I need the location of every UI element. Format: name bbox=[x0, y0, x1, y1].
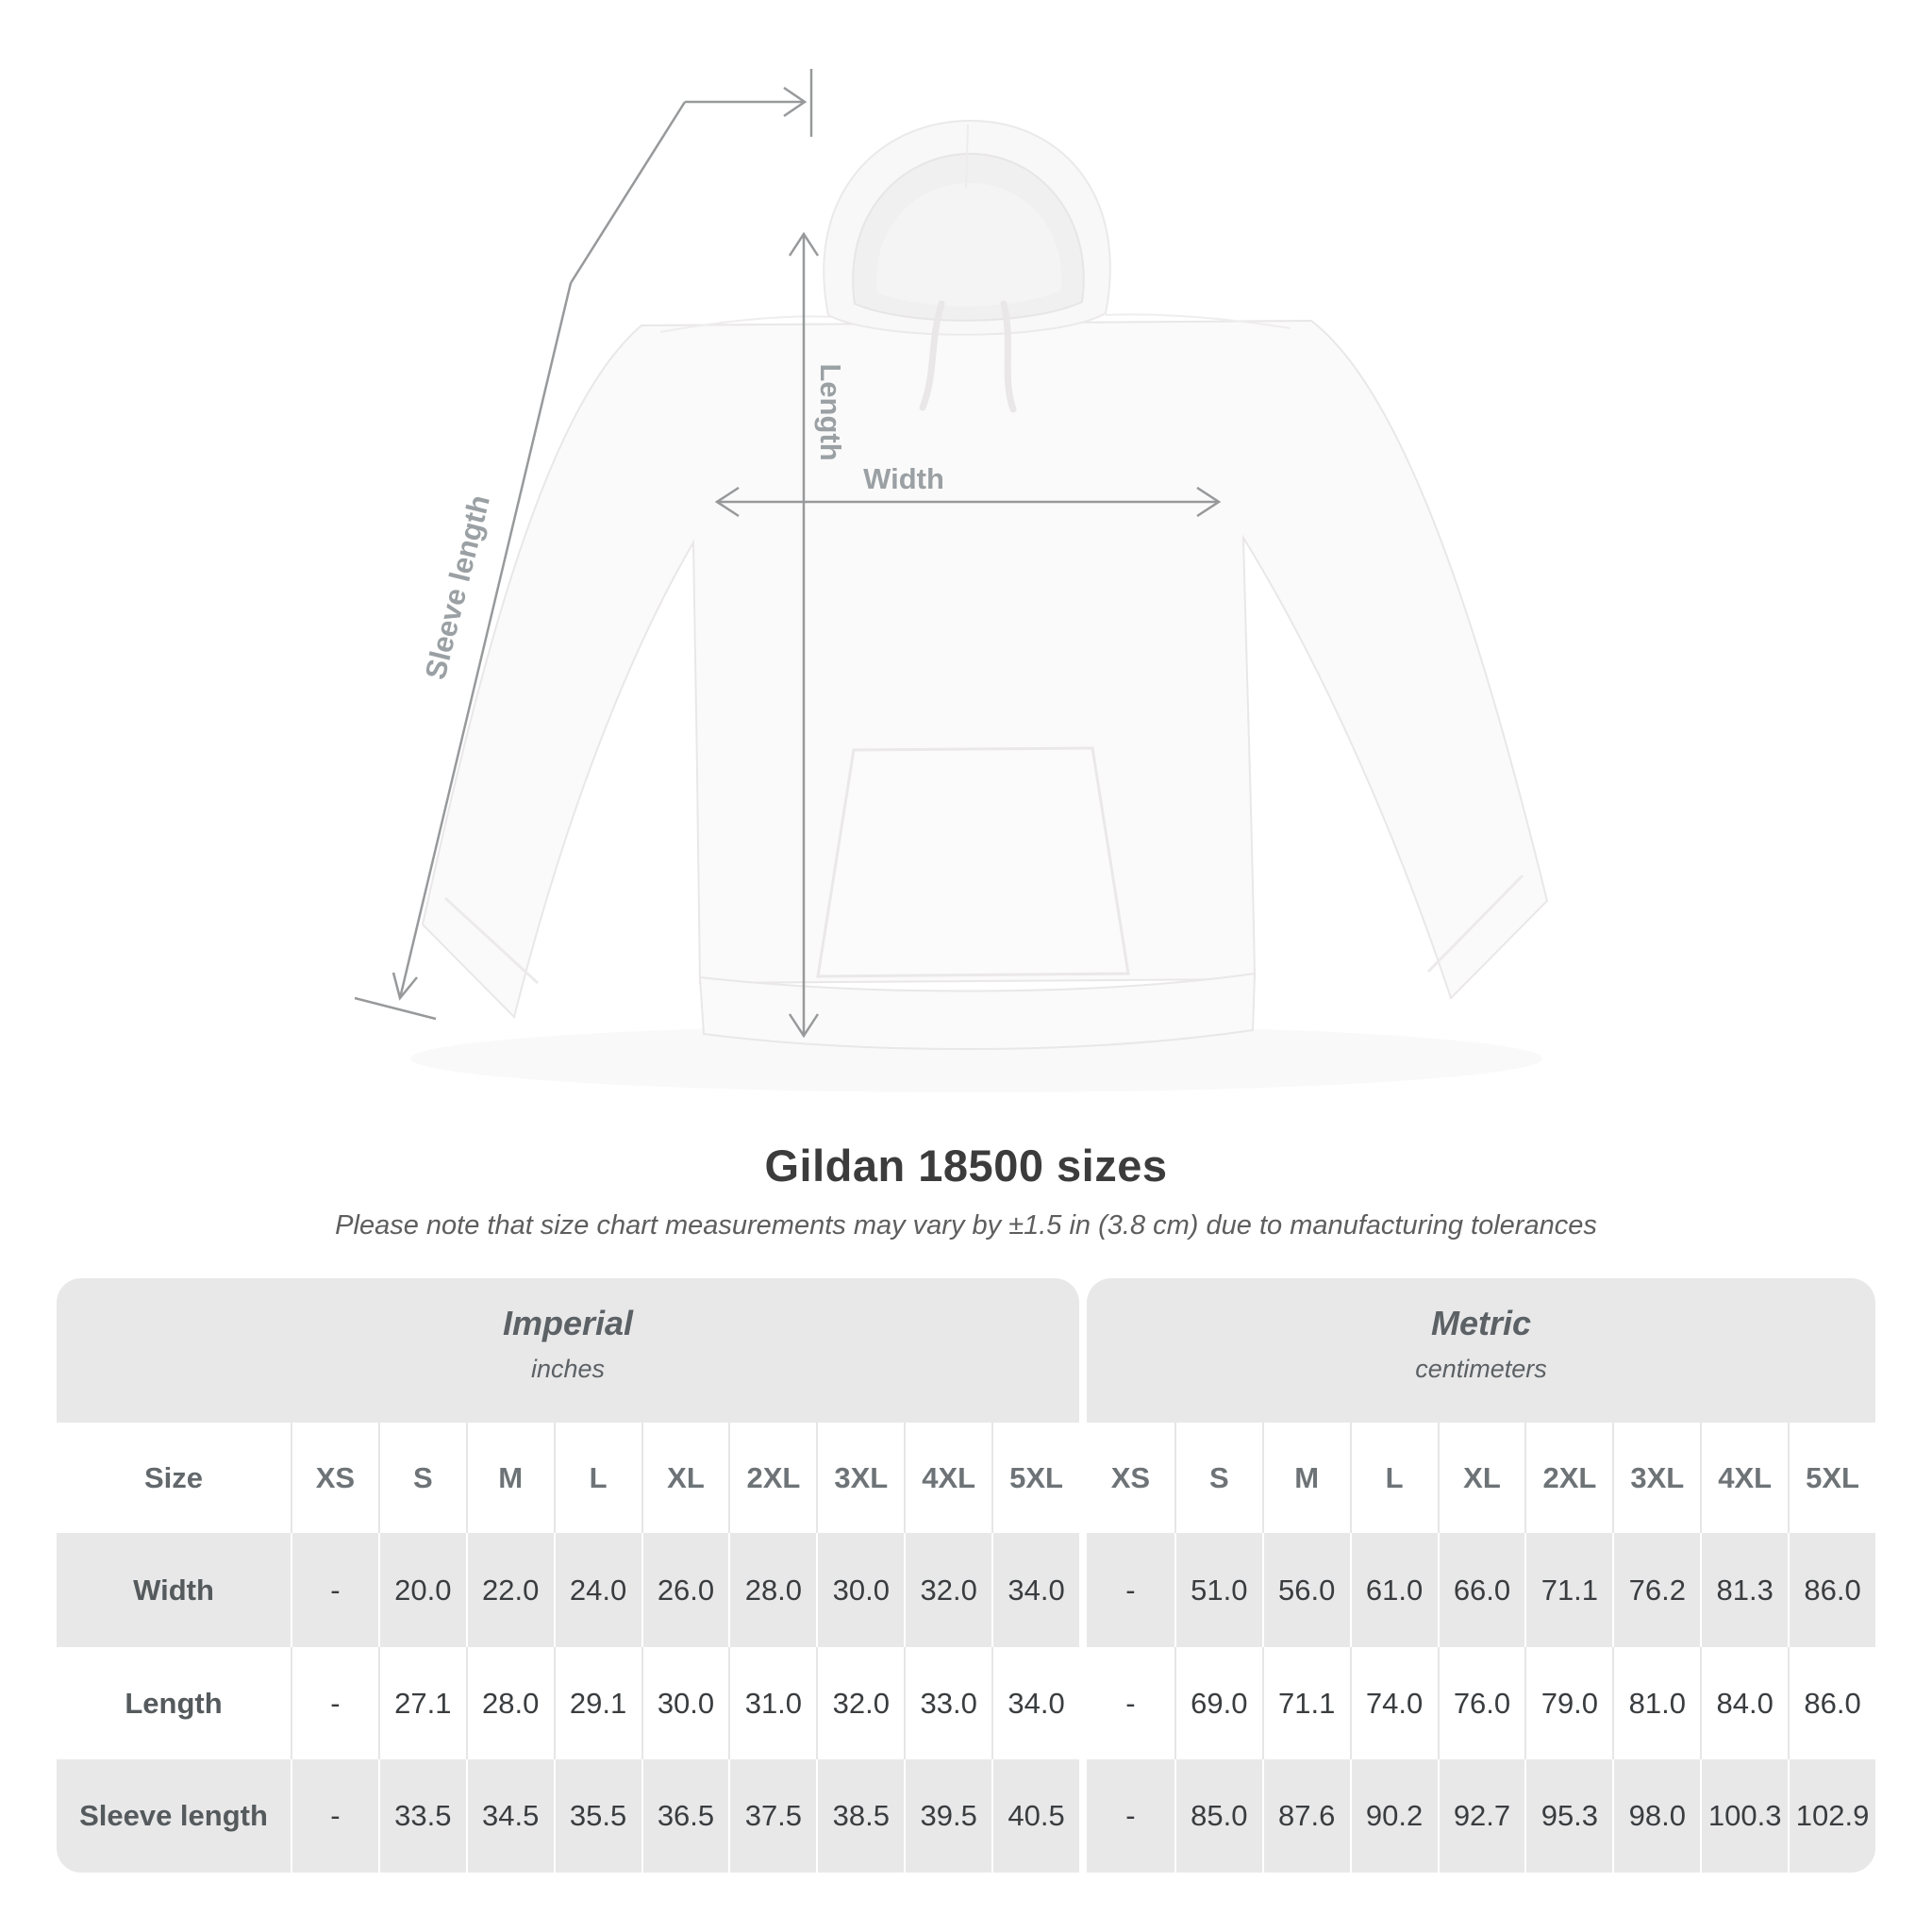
size-header-cell: 2XL bbox=[728, 1423, 816, 1533]
size-header-cell: L bbox=[1350, 1423, 1438, 1533]
data-cell: 32.0 bbox=[904, 1533, 991, 1647]
length-measurement-label: Length bbox=[814, 363, 847, 461]
table-row-length bbox=[57, 1647, 1875, 1759]
column-gap bbox=[1079, 1759, 1087, 1873]
size-column-header: Size bbox=[57, 1423, 291, 1533]
data-cell: 69.0 bbox=[1174, 1647, 1262, 1759]
data-cell: 79.0 bbox=[1524, 1647, 1612, 1759]
data-cell: 81.3 bbox=[1700, 1533, 1788, 1647]
row-label-cell: Length bbox=[57, 1647, 291, 1759]
data-cell: 32.0 bbox=[816, 1647, 904, 1759]
table-row-width bbox=[57, 1533, 1875, 1647]
imperial-label: Imperial bbox=[502, 1304, 634, 1342]
data-cell: - bbox=[1087, 1759, 1174, 1873]
data-cell: 76.0 bbox=[1438, 1647, 1525, 1759]
data-cell: 76.2 bbox=[1612, 1533, 1700, 1647]
data-cell: 36.5 bbox=[641, 1759, 729, 1873]
data-cell: 92.7 bbox=[1438, 1759, 1525, 1873]
column-gap bbox=[1079, 1423, 1087, 1533]
data-cell: 28.0 bbox=[466, 1647, 554, 1759]
data-cell: 34.5 bbox=[466, 1759, 554, 1873]
data-cell: 84.0 bbox=[1700, 1647, 1788, 1759]
column-gap bbox=[1079, 1647, 1087, 1759]
data-cell: 71.1 bbox=[1262, 1647, 1350, 1759]
column-gap bbox=[1079, 1533, 1087, 1647]
data-cell: 85.0 bbox=[1174, 1759, 1262, 1873]
size-header-cell: S bbox=[378, 1423, 466, 1533]
data-cell: 38.5 bbox=[816, 1759, 904, 1873]
data-cell: - bbox=[291, 1533, 378, 1647]
data-cell: 30.0 bbox=[641, 1647, 729, 1759]
size-table bbox=[57, 1278, 1875, 1873]
data-cell: 35.5 bbox=[554, 1759, 641, 1873]
data-cell: 27.1 bbox=[378, 1647, 466, 1759]
page-title: Gildan 18500 sizes bbox=[764, 1141, 1168, 1191]
size-header-cell: XS bbox=[291, 1423, 378, 1533]
data-cell: 34.0 bbox=[991, 1647, 1079, 1759]
data-cell: 98.0 bbox=[1612, 1759, 1700, 1873]
table-row-sleeve-length bbox=[57, 1759, 1875, 1873]
data-cell: 40.5 bbox=[991, 1759, 1079, 1873]
data-cell: 86.0 bbox=[1788, 1647, 1875, 1759]
size-header-cell: XL bbox=[641, 1423, 729, 1533]
data-cell: 71.1 bbox=[1524, 1533, 1612, 1647]
size-header-cell: XL bbox=[1438, 1423, 1525, 1533]
data-cell: 102.9 bbox=[1788, 1759, 1875, 1873]
size-header-cell: 2XL bbox=[1524, 1423, 1612, 1533]
data-cell: 31.0 bbox=[728, 1647, 816, 1759]
tolerance-note: Please note that size chart measurements may vary by ±1.5 in (3.8 cm) due to manufacturing tolerances bbox=[335, 1210, 1597, 1241]
row-label-cell: Width bbox=[57, 1533, 291, 1647]
data-cell: 28.0 bbox=[728, 1533, 816, 1647]
size-header-cell: 3XL bbox=[1612, 1423, 1700, 1533]
band-gap bbox=[1079, 1278, 1087, 1423]
data-cell: 24.0 bbox=[554, 1533, 641, 1647]
data-cell: 74.0 bbox=[1350, 1647, 1438, 1759]
size-header-cell: 5XL bbox=[991, 1423, 1079, 1533]
size-header-cell: L bbox=[554, 1423, 641, 1533]
unit-band-row bbox=[57, 1278, 1875, 1423]
data-cell: 33.5 bbox=[378, 1759, 466, 1873]
size-header-row bbox=[57, 1423, 1875, 1533]
data-cell: 22.0 bbox=[466, 1533, 554, 1647]
data-cell: 29.1 bbox=[554, 1647, 641, 1759]
data-cell: - bbox=[1087, 1533, 1174, 1647]
data-cell: 51.0 bbox=[1174, 1533, 1262, 1647]
data-cell: 20.0 bbox=[378, 1533, 466, 1647]
kangaroo-pocket bbox=[818, 748, 1128, 976]
metric-band bbox=[1087, 1278, 1875, 1423]
data-cell: 90.2 bbox=[1350, 1759, 1438, 1873]
data-cell: - bbox=[291, 1759, 378, 1873]
size-header-cell: XS bbox=[1087, 1423, 1174, 1533]
data-cell: 81.0 bbox=[1612, 1647, 1700, 1759]
size-header-cell: 5XL bbox=[1788, 1423, 1875, 1533]
data-cell: 86.0 bbox=[1788, 1533, 1875, 1647]
data-cell: 56.0 bbox=[1262, 1533, 1350, 1647]
width-measurement-label: Width bbox=[863, 462, 944, 495]
sleeve-length-measurement-label: Sleeve length bbox=[418, 491, 496, 683]
row-label-cell: Sleeve length bbox=[57, 1759, 291, 1873]
data-cell: 87.6 bbox=[1262, 1759, 1350, 1873]
size-header-cell: M bbox=[466, 1423, 554, 1533]
data-cell: - bbox=[291, 1647, 378, 1759]
metric-label: Metric bbox=[1430, 1304, 1532, 1342]
metric-unit-label: centimeters bbox=[1415, 1355, 1547, 1383]
data-cell: 66.0 bbox=[1438, 1533, 1525, 1647]
size-header-cell: M bbox=[1262, 1423, 1350, 1533]
imperial-unit-label: inches bbox=[530, 1355, 606, 1383]
size-header-cell: S bbox=[1174, 1423, 1262, 1533]
data-cell: 37.5 bbox=[728, 1759, 816, 1873]
data-cell: 26.0 bbox=[641, 1533, 729, 1647]
size-header-cell: 4XL bbox=[904, 1423, 991, 1533]
hem-ribbing bbox=[700, 974, 1255, 1049]
data-cell: 39.5 bbox=[904, 1759, 991, 1873]
data-cell: 100.3 bbox=[1700, 1759, 1788, 1873]
imperial-band bbox=[57, 1278, 1079, 1423]
data-cell: 30.0 bbox=[816, 1533, 904, 1647]
data-cell: 61.0 bbox=[1350, 1533, 1438, 1647]
size-header-cell: 4XL bbox=[1700, 1423, 1788, 1533]
data-cell: - bbox=[1087, 1647, 1174, 1759]
data-cell: 34.0 bbox=[991, 1533, 1079, 1647]
size-header-cell: 3XL bbox=[816, 1423, 904, 1533]
data-cell: 95.3 bbox=[1524, 1759, 1612, 1873]
title-block bbox=[0, 1140, 1932, 1241]
data-cell: 33.0 bbox=[904, 1647, 991, 1759]
